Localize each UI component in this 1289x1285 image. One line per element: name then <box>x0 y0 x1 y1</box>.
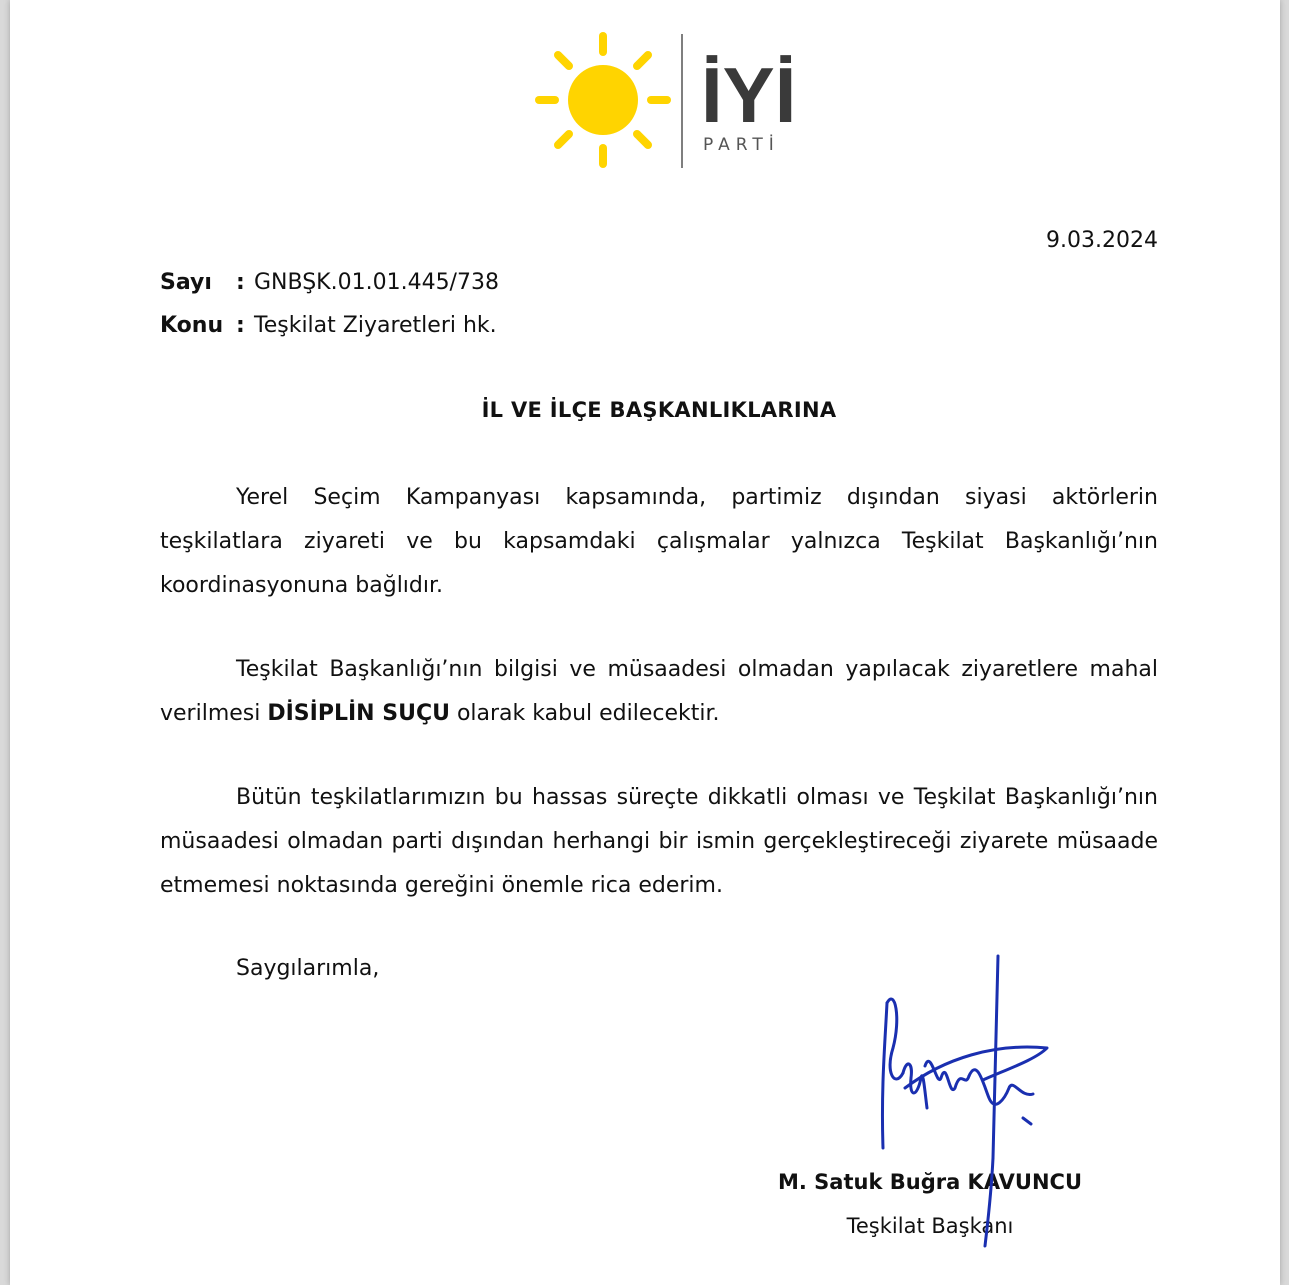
konu-label: Konu <box>160 313 224 338</box>
addressee-heading: İL VE İLÇE BAŞKANLIKLARINA <box>481 398 837 422</box>
letter-page <box>10 0 1280 1285</box>
disiplin-sucu-emphasis: DİSİPLİN SUÇU <box>267 701 450 726</box>
konu-row <box>160 313 497 338</box>
logo-brand-text: İYİ <box>701 51 797 139</box>
body-paragraph-2 <box>160 648 1158 736</box>
body-paragraph-1: Yerel Seçim Kampanyası kapsamında, partimiz dışından siyasi aktörlerin teşkilatlara ziyareti ve bu kapsamdaki çalışmalar yalnızca Teşkilat Başkanlığı’nın koordinasyonuna bağlıdır. <box>160 485 1158 598</box>
letter-date: 9.03.2024 <box>1046 228 1158 253</box>
konu-colon: : <box>236 313 245 338</box>
sayi-colon: : <box>236 270 245 295</box>
sayi-value: GNBŞK.01.01.445/738 <box>254 270 499 295</box>
body-paragraph-3: Bütün teşkilatlarımızın bu hassas süreçte dikkatli olması ve Teşkilat Başkanlığı’nın müsaadesi olmadan parti dışından herhangi bir ismin gerçekleştireceği ziyarete müsaade etmemesi noktasında gereğini önemle rica ederim. <box>160 785 1158 898</box>
sayi-label: Sayı <box>160 270 212 295</box>
logo-sub-text: PARTİ <box>703 135 780 155</box>
paragraph-2-text-start: Teşkilat Başkanlığı’nın bilgisi ve müsaadesi olmadan yapılacak ziyaretlere mahal verilmesi <box>160 657 1158 726</box>
signer-name: M. Satuk Buğra KAVUNCU <box>777 1170 1083 1194</box>
party-logo <box>525 28 815 173</box>
handwritten-signature <box>865 948 1050 1248</box>
sun-icon <box>539 36 667 164</box>
closing-salutation: Saygılarımla, <box>236 956 380 981</box>
signer-title: Teşkilat Başkanı <box>846 1214 1014 1238</box>
konu-value: Teşkilat Ziyaretleri hk. <box>254 313 497 338</box>
paragraph-2-text-end: olarak kabul edilecektir. <box>449 701 720 726</box>
sayi-row <box>160 270 499 295</box>
